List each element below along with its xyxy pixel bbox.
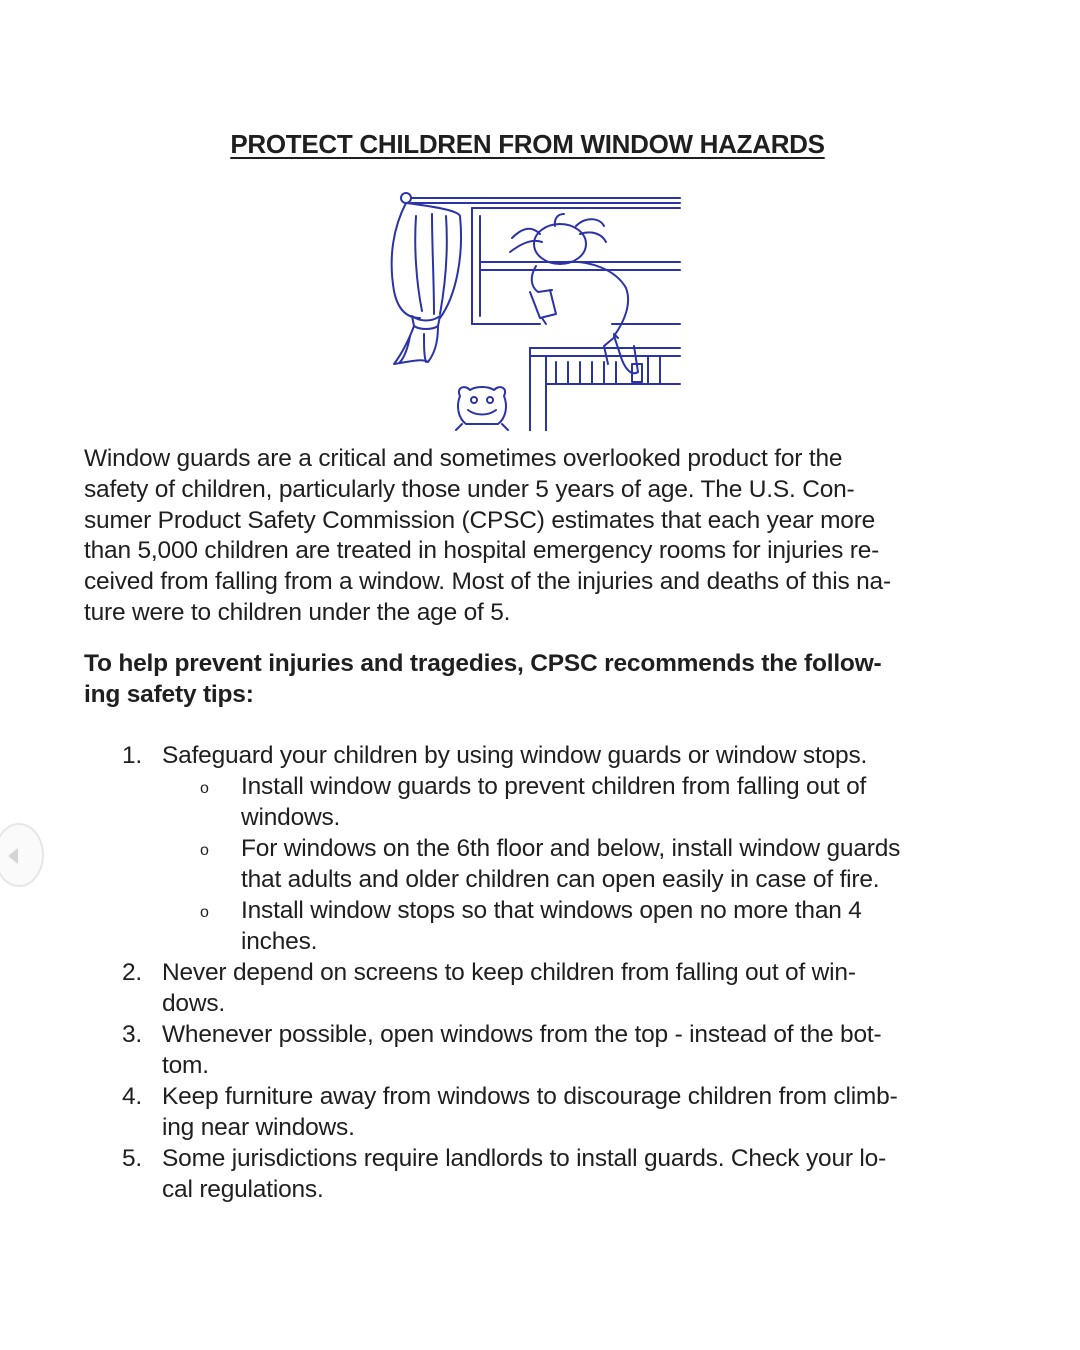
tips-lead-line: To help prevent injuries and tragedies, CPSC recommends the follow-	[84, 650, 882, 677]
list-item-text: Whenever possible, open windows from the top - instead of the bot-	[162, 1021, 882, 1048]
list-item	[0, 740, 1080, 771]
list-item-text: cal regulations.	[162, 1176, 324, 1203]
list-number: 2.	[122, 959, 143, 986]
sub-item-text: For windows on the 6th floor and below, install window guards	[241, 835, 901, 862]
list-item-continued	[0, 1050, 1080, 1081]
bullet-icon: o	[200, 780, 209, 797]
list-item-text: Safeguard your children by using window guards or window stops.	[162, 742, 868, 769]
list-number: 1.	[122, 742, 143, 769]
sub-item-text: that adults and older children can open easily in case of fire.	[241, 866, 880, 893]
intro-line: safety of children, particularly those under 5 years of age. The U.S. Con-	[84, 475, 855, 503]
sub-item-text: inches.	[241, 928, 318, 955]
tips-lead	[84, 648, 984, 710]
list-item	[0, 957, 1080, 988]
sub-list-item-continued	[0, 864, 1080, 895]
list-item-text: Keep furniture away from windows to discourage children from climb-	[162, 1083, 898, 1110]
intro-line: than 5,000 children are treated in hospital emergency rooms for injuries re-	[84, 537, 880, 565]
previous-arrow-icon	[4, 846, 24, 866]
list-item-text: Some jurisdictions require landlords to install guards. Check your lo-	[162, 1145, 887, 1172]
list-item	[0, 1081, 1080, 1112]
list-item-continued	[0, 1174, 1080, 1205]
bullet-icon: o	[200, 842, 209, 859]
page-title: PROTECT CHILDREN FROM WINDOW HAZARDS	[230, 129, 825, 159]
list-item-continued	[0, 1112, 1080, 1143]
sub-list-item	[0, 833, 1080, 864]
intro-line: ture were to children under the age of 5.	[84, 598, 511, 626]
list-item-text: Never depend on screens to keep children from falling out of win-	[162, 959, 856, 986]
child-at-window-illustration	[380, 186, 685, 431]
sub-item-text: Install window guards to prevent children from falling out of	[241, 773, 867, 800]
list-number: 5.	[122, 1145, 143, 1172]
list-number: 4.	[122, 1083, 143, 1110]
sub-list-item	[0, 771, 1080, 802]
list-item-text: dows.	[162, 990, 226, 1017]
safety-tips-list	[0, 740, 1080, 1205]
intro-line: sumer Product Safety Commission (CPSC) estimates that each year more	[84, 506, 876, 534]
intro-paragraph	[84, 444, 984, 629]
sub-list-item-continued	[0, 802, 1080, 833]
bullet-icon: o	[200, 904, 209, 921]
intro-line: Window guards are a critical and sometimes overlooked product for the	[84, 445, 843, 472]
list-item-text: ing near windows.	[162, 1114, 355, 1141]
sub-list-item	[0, 895, 1080, 926]
sub-item-text: Install window stops so that windows open no more than 4	[241, 897, 862, 924]
intro-line: ceived from falling from a window. Most of the injuries and deaths of this na-	[84, 568, 891, 596]
sub-list-item-continued	[0, 926, 1080, 957]
list-number: 3.	[122, 1021, 143, 1048]
sub-item-text: windows.	[241, 804, 341, 831]
list-item-text: tom.	[162, 1052, 209, 1079]
list-item	[0, 1143, 1080, 1174]
list-item	[0, 1019, 1080, 1050]
list-item-continued	[0, 988, 1080, 1019]
tips-lead-line: ing safety tips:	[84, 681, 254, 708]
